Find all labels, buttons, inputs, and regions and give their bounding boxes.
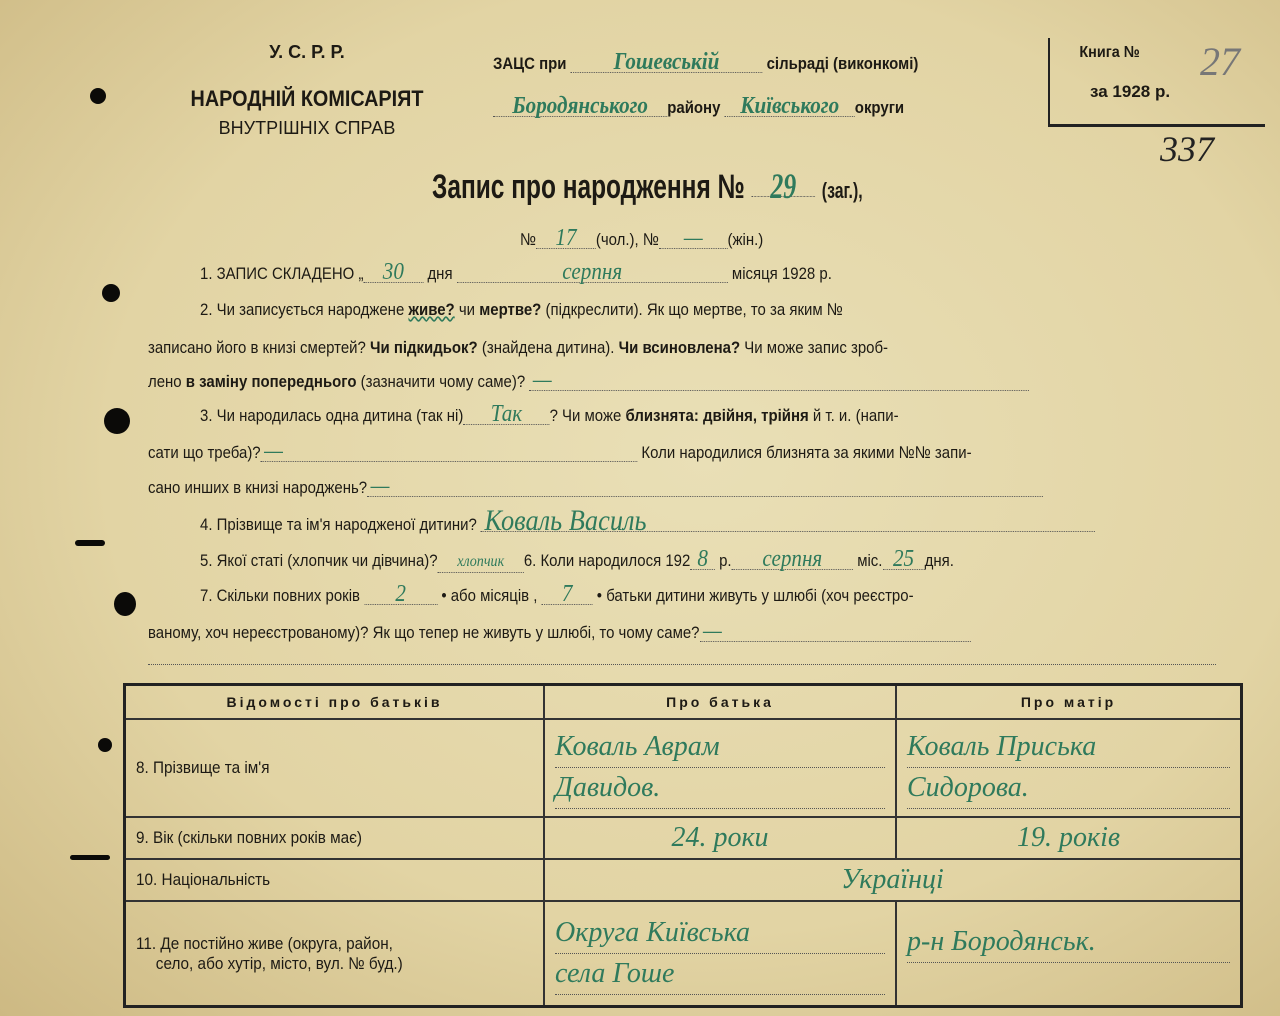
father-residence: Округа Київська [555,913,885,954]
table-header-row [125,685,1242,720]
marriage-reason-field: — [699,621,970,642]
twins-field: — [261,441,638,462]
q3-line-1: 3. Чи народилась одна дитина (так ні) Так ? Чи може близнята: двійня, трійня й т. и. (напи- [200,401,899,427]
record-number: 29 [752,176,815,197]
father-age: 24. роки [544,817,896,859]
father-surname: Коваль Аврам [555,727,885,768]
row-label: 9. Вік (скільки повних років має) [136,828,363,847]
district-field: Бородянського [493,96,667,117]
zags-line: ЗАЦС при Гошевській сільраді (виконкомі) [493,49,919,75]
punch-hole [70,855,110,860]
page-number: 337 [1160,129,1214,169]
q2-line-2: записано його в книзі смертей? Чи підкидьок? (знайдена дитина). Чи всиновлена? Чи може запис зроб- [148,338,889,357]
record-title: Запис про народження № 29 (заг.), [432,166,863,206]
replacement-field: — [529,370,1029,391]
table-row [125,719,1242,817]
table-row [125,859,1242,901]
punch-hole [98,738,112,752]
marriage-months-field: 7 [542,584,593,605]
record-day: 30 [363,262,423,283]
book-label: Книга № [1079,44,1140,61]
q5-line: 5. Якої статі (хлопчик чи дівчина)? хлопчик 6. Коли народилося 192 8 р. серпня міс. 25 дня. [200,546,954,572]
q7-line-1: 7. Скільки повних років 2 • або місяців , 7 • батьки дитини живуть у шлюбі (хоч реєстро- [200,581,914,607]
punch-hole [102,284,120,302]
subnumbers-line: № 17 (чол.), № — (жін.) [520,225,764,251]
punch-hole [75,540,105,546]
q2-line-3: лено в заміну попереднього (зазначити чому саме)? — [148,370,1029,392]
birth-year-field: 8 [690,549,715,570]
q1-line: 1. ЗАПИС СКЛАДЕНО „ 30 дня серпня місяця 1928 р. [200,259,832,285]
okrug-field: Київського [725,96,855,117]
punch-hole [114,592,136,616]
mother-age: 19. років [896,817,1242,859]
row-label: 11. Де постійно живе (округа, район, [136,933,393,953]
header-parents-info: Відомості про батьків [125,685,545,720]
punch-hole [104,408,130,434]
district-line: Бородянського району Київського округи [493,96,904,118]
father-residence-village: села Гоше [555,954,885,995]
marriage-years-field: 2 [364,584,437,605]
nationality-value: Українці [544,859,1242,901]
header-mother: Про матір [896,685,1242,720]
village-council-field: Гошевській [571,52,763,73]
sex-field: хлопчик [438,552,524,573]
punch-hole [90,88,106,104]
q3-line-3: сано инших в книзі народжень? — [148,476,1043,498]
q7-line-2: ваному, хоч нереєстрованому)? Як що тепер не живуть у шлюбі, то чому саме? — [148,621,971,643]
birth-month-field: серпня [732,549,853,570]
birth-day-field: 25 [882,549,924,570]
mother-residence: р-н Бородянськ. [907,922,1230,963]
table-row [125,901,1242,1007]
q4-line: 4. Прізвище та ім'я народженої дитини? Коваль Василь [200,511,1095,535]
mother-name: Сидорова. [907,768,1230,809]
row-label: 8. Прізвище та ім'я [136,758,270,777]
record-month: серпня [457,262,728,283]
parents-table [123,683,1243,1008]
other-twins-field: — [367,476,1043,497]
republic-label: У. С. Р. Р. [269,42,345,62]
table-row [125,817,1242,859]
commissariat-label: НАРОДНІЙ КОМІСАРІЯТ [190,86,424,111]
department-label: ВНУТРІШНІХ СПРАВ [218,118,396,138]
single-child-field: Так [463,404,549,425]
book-box [1048,38,1265,127]
mother-surname: Коваль Приська [907,727,1230,768]
book-year: за 1928 р. [1090,82,1171,101]
row-label: село, або хутір, місто, вул. № буд.) [155,953,403,973]
q2-line-1: 2. Чи записується народжене живе? чи мертве? (підкреслити). Як що мертве, то за яким № [200,300,843,319]
blank-line [148,664,1216,665]
male-number: 17 [536,228,596,249]
child-name-field: Коваль Василь [481,511,1095,532]
father-name: Давидов. [555,768,885,809]
female-number: — [659,228,728,249]
q3-line-2: сати що треба)? — Коли народилися близнята за якими №№ запи- [148,438,972,464]
row-label: 10. Національність [136,870,271,889]
book-number: 27 [1200,39,1240,84]
header-father: Про батька [544,685,896,720]
